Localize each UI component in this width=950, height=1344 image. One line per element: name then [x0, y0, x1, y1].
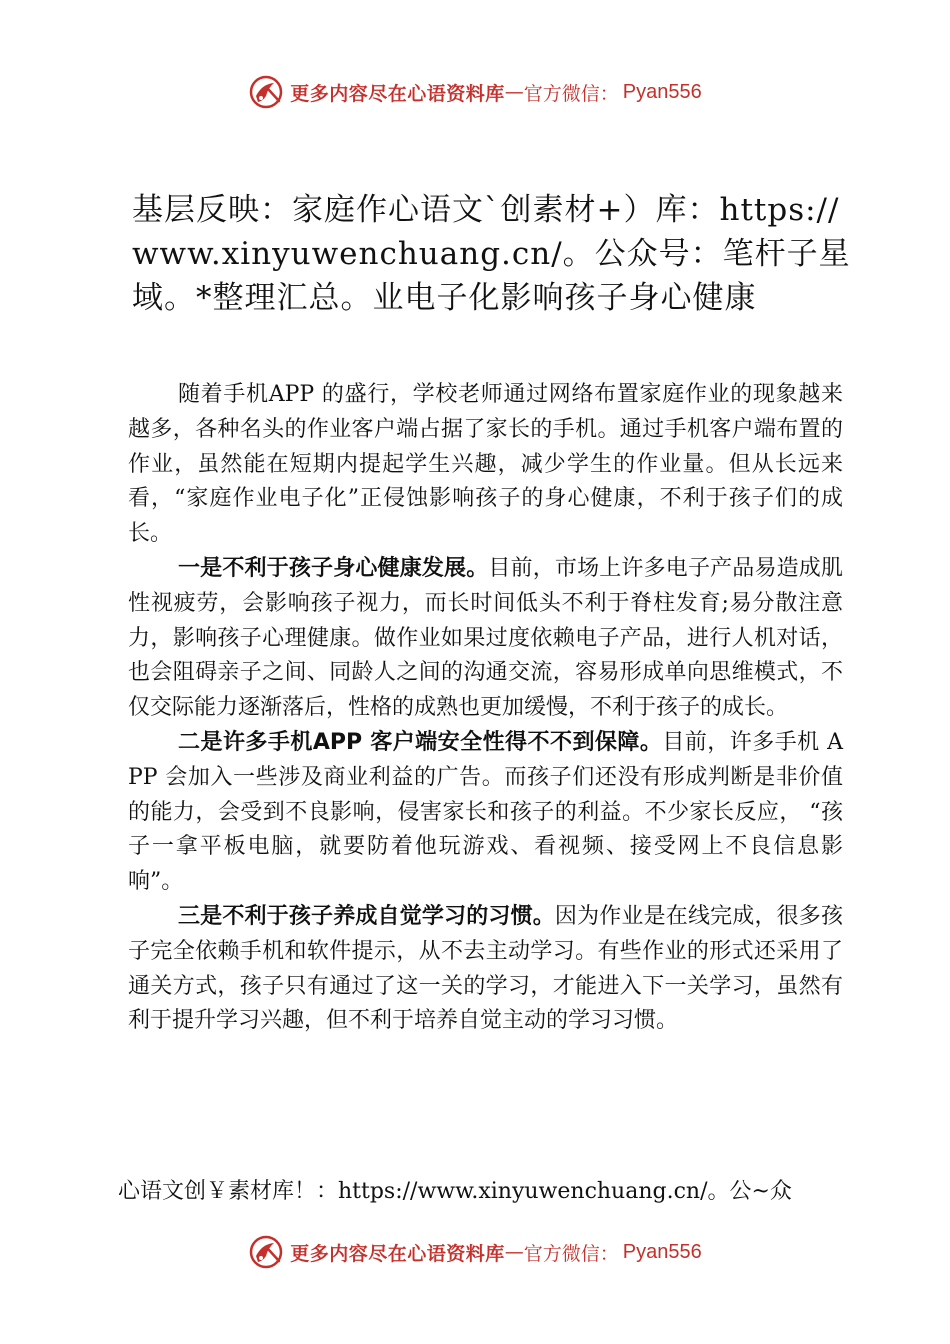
point-2-heading: 二是许多手机APP 客户端安全性得不不到保障。: [178, 729, 663, 755]
point-1-heading: 一是不利于孩子身心健康发展。: [178, 555, 489, 581]
point-2-paragraph: [128, 726, 843, 900]
brand-logo-icon: [248, 74, 284, 110]
banner-wechat-id: Pyan556: [622, 80, 702, 103]
intro-paragraph: 随着手机APP 的盛行，学校老师通过网络布置家庭作业的现象越来越多，各种名头的作业客户端占据了家长的手机。通过手机客户端布置的作业，虽然能在短期内提起学生兴趣，减少学生的作业量。但从长远来看，“家庭作业电子化”正侵蚀影响孩子的身心健康，不利于孩子们的成长。: [128, 382, 843, 547]
brand-logo-icon: [248, 1234, 284, 1270]
footer-source-line: 心语文创￥素材库！：https://www.xinyuwenchuang.cn/。公~众: [118, 1179, 792, 1204]
banner-text: 更多内容尽在心语资料库: [290, 82, 505, 105]
point-1-paragraph: [128, 552, 843, 726]
document-title: 基层反映：家庭作心语文`创素材+）库：https://www.xinyuwenchuang.cn/。公众号：笔杆子星域。*整理汇总。业电子化影响孩子身心健康: [132, 192, 851, 316]
banner-wechat-id: Pyan556: [622, 1240, 702, 1263]
banner-separator: —: [504, 81, 524, 103]
banner-wechat-label: 官方微信：: [523, 82, 619, 105]
point-3-heading: 三是不利于孩子养成自觉学习的习惯。: [178, 903, 555, 929]
banner-wechat-label: 官方微信：: [523, 1242, 619, 1265]
banner-separator: —: [504, 1241, 524, 1263]
header-banner: [0, 72, 950, 112]
point-3-body: 因为作业是在线完成，很多孩子完全依赖手机和软件提示，从不去主动学习。有些作业的形式还采用了通关方式，孩子只有通过了这一关的学习，才能进入下一关学习，虽然有利于提升学习兴趣，但不利于培养自觉主动的学习习惯。: [128, 903, 843, 1034]
point-1-body: 目前，市场上许多电子产品易造成肌性视疲劳，会影响孩子视力，而长时间低头不利于脊柱发育;易分散注意力，影响孩子心理健康。做作业如果过度依赖电子产品，进行人机对话，也会阻碍亲子之间、同龄人之间的沟通交流，容易形成单向思维模式，不仅交际能力逐渐落后，性格的成熟也更加缓慢，不利于孩子的成长。: [128, 555, 843, 721]
document-body: [128, 378, 843, 1039]
banner-text: 更多内容尽在心语资料库: [290, 1242, 505, 1265]
point-3-paragraph: [128, 900, 843, 1039]
footer-banner: [0, 1232, 950, 1272]
point-2-body: 目前，许多手机 APP 会加入一些涉及商业利益的广告。而孩子们还没有形成判断是非价值的能力，会受到不良影响，侵害家长和孩子的利益。不少家长反应， “孩子一拿平板电脑，就要防着他玩游戏、看视频、接受网上不良信息影响”。: [128, 729, 843, 895]
